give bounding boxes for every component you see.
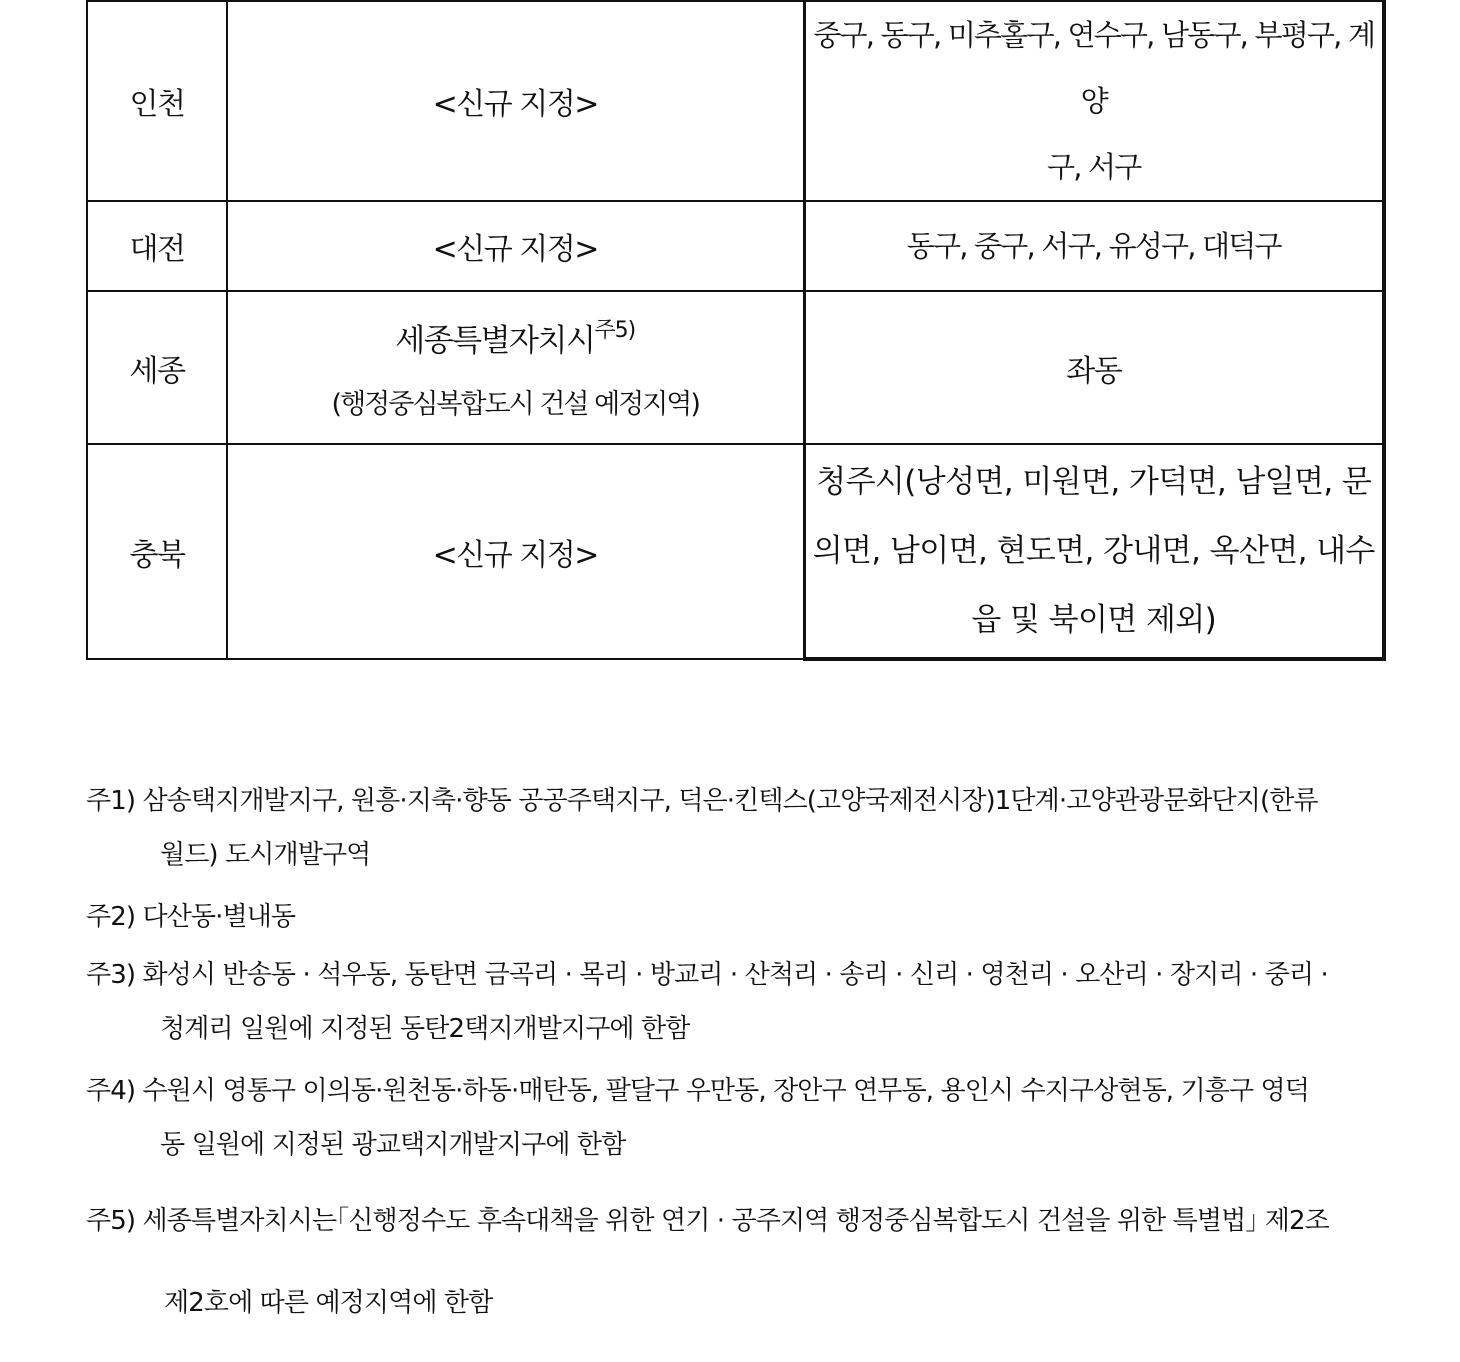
region-cell: 충북 — [87, 444, 227, 659]
areas-text — [812, 448, 1377, 655]
table-row — [87, 444, 1384, 659]
footnote-line: 주3) 화성시 반송동 · 석우동, 동탄면 금곡리 · 목리 · 방교리 · 산척리 · 송리 · 신리 · 영천리 · 오산리 · 장지리 · 중리 · — [86, 960, 1328, 990]
footnote-line: 월드) 도시개발구역 — [160, 840, 371, 870]
areas-cell — [804, 444, 1384, 659]
designation-main-text: 세종특별자치시 — [395, 322, 595, 359]
footnote-line: 주2) 다산동·별내동 — [86, 902, 296, 932]
regions-table — [86, 0, 1386, 661]
region-cell: 대전 — [87, 201, 227, 291]
region-cell: 세종 — [87, 291, 227, 444]
areas-line: 동구, 중구, 서구, 유성구, 대덕구 — [906, 229, 1281, 263]
designation-cell: <신규 지정> — [227, 201, 804, 291]
footnote-ref: 주5) — [594, 317, 636, 343]
areas-line: 의면, 남이면, 현도면, 강내면, 옥산면, 내수 — [812, 532, 1375, 569]
footnote-line: 동 일원에 지정된 광교택지개발지구에 한함 — [160, 1130, 626, 1160]
table-row — [87, 201, 1384, 291]
footnote-3 — [86, 950, 1328, 1062]
designation-sub: (행정중심복합도시 건설 예정지역) — [331, 388, 699, 420]
footnote-line: 주5) 세종특별자치시는｢신행정수도 후속대책을 위한 연기 · 공주지역 행정중심복합도시 건설을 위한 특별법｣ 제2조 — [86, 1206, 1329, 1236]
footnote-4 — [86, 1066, 1309, 1178]
designation-main — [234, 311, 797, 361]
footnote-line: 주1) 삼송택지개발지구, 원흥·지축·향동 공공주택지구, 덕은·킨텍스(고양국제전시장)1단계·고양관광문화단지(한류 — [86, 786, 1318, 816]
region-cell: 인천 — [87, 1, 227, 201]
footnote-2 — [86, 892, 295, 942]
footnote-1 — [86, 776, 1318, 888]
areas-cell — [804, 291, 1384, 444]
footnote-line: 청계리 일원에 지정된 동탄2택지개발지구에 한함 — [160, 1014, 690, 1044]
areas-text — [812, 2, 1377, 200]
areas-line: 읍 및 북이면 제외) — [971, 601, 1217, 638]
designation-cell: <신규 지정> — [227, 1, 804, 201]
areas-line: 중구, 동구, 미추홀구, 연수구, 남동구, 부평구, 계양 — [813, 18, 1375, 118]
areas-line: 구, 서구 — [1047, 150, 1141, 184]
table-row — [87, 291, 1384, 444]
designation-cell — [227, 291, 804, 444]
footnote-line: 제2호에 따른 예정지역에 한함 — [164, 1288, 493, 1318]
table-row — [87, 1, 1384, 201]
footnote-5 — [86, 1196, 1329, 1336]
areas-cell — [804, 1, 1384, 201]
areas-cell — [804, 201, 1384, 291]
areas-line: 청주시(낭성면, 미원면, 가덕면, 남일면, 문 — [816, 463, 1372, 500]
footnote-line: 주4) 수원시 영통구 이의동·원천동·하동·매탄동, 팔달구 우만동, 장안구 연무동, 용인시 수지구상현동, 기흥구 영덕 — [86, 1076, 1309, 1106]
areas-line: 좌동 — [1066, 353, 1122, 389]
designation-cell: <신규 지정> — [227, 444, 804, 659]
